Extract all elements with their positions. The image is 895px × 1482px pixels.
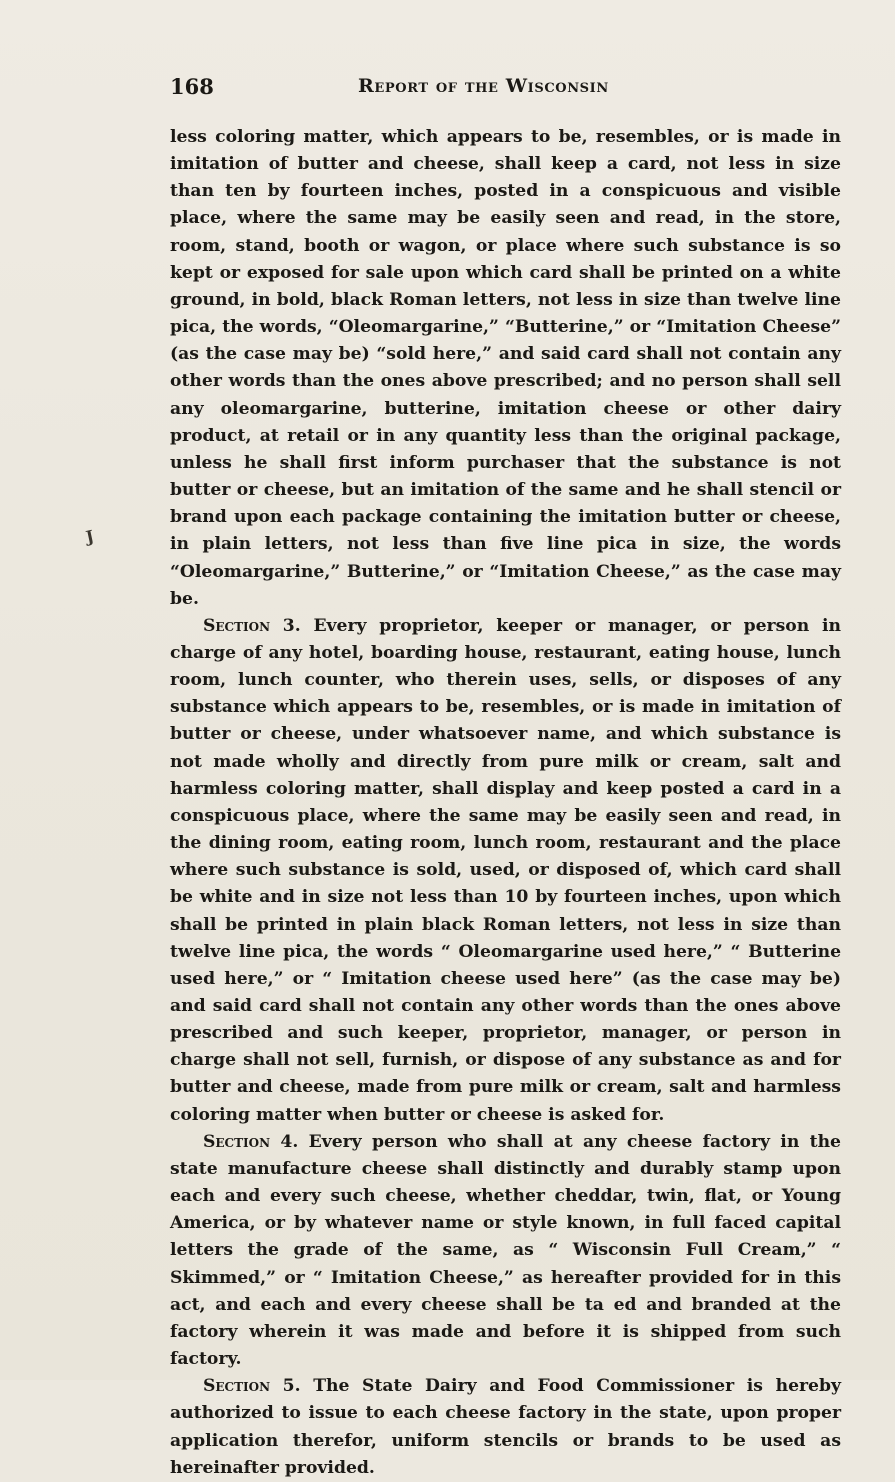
margin-mark: J: [84, 526, 96, 547]
paragraph-section-4: [170, 1129, 841, 1373]
paragraph-continuation: [170, 124, 841, 613]
paragraph-section-5: [170, 1373, 841, 1482]
paragraph-section-3: [170, 613, 841, 1129]
paragraph-text: less coloring matter, which appears to be, resembles, or is made in imitation of butter and cheese, shall keep a card, not less in size than ten by fourteen inches, posted in a conspicuous and visible place, where the same may be easily seen and read, in the store, room, stand, booth or wagon, or place where such substance is so kept or exposed for sale upon which card shall be printed on a white ground, in bold, black Roman letters, not less in size than twelve line pica, the words, “Oleomargarine,” “Butterine,” or “Imitation Cheese” (as the case may be) “sold here,” and said card shall not contain any other words than the ones above prescribed; and no person shall sell any oleomargarine, butterine, imitation cheese or other dairy product, at retail or in any quantity less than the original package, unless he shall first inform purchaser that the substance is not butter or cheese, but an imitation of the same and he shall stencil or brand upon each package containing the imitation butter or cheese, in plain letters, not less than five line pica in size, the words “Oleomargarine,” Butterine,” or “Imitation Cheese,” as the case may be.: [170, 127, 841, 609]
page-number: 168: [170, 74, 214, 99]
paragraph-text: Every proprietor, keeper or manager, or person in charge of any hotel, boarding house, restaurant, eating house, lunch room, lunch counter, who therein uses, sells, or disposes of any substance which appears to be, resembles, or is made in imitation of butter or cheese, under whatsoever name, and which substance is not made wholly and directly from pure milk or cream, salt and harmless coloring matter, shall display and keep posted a card in a conspicuous place, where the same may be easily seen and read, in the dining room, eating room, lunch room, restaurant and the place where such substance is sold, used, or disposed of, which card shall be white and in size not less than 10 by fourteen inches, upon which shall be printed in plain black Roman letters, not less in size than twelve line pica, the words “ Oleomargarine used here,” “ Butterine used here,” or “ Imitation cheese used here” (as the case may be) and said card shall not contain any other words than the ones above prescribed and such keeper, proprietor, manager, or person in charge shall not sell, furnish, or dispose of any substance as and for butter and cheese, made from pure milk or cream, salt and harmless coloring matter when butter or cheese is asked for.: [170, 615, 841, 1125]
section-label: Section 4.: [203, 1131, 299, 1152]
section-label: Section 5.: [203, 1376, 301, 1397]
paragraph-text: The State Dairy and Food Commissioner is hereby authorized to issue to each cheese factory in the state, upon proper application therefor, uniform stencils or brands to be used as hereinafter provided.: [170, 1376, 841, 1478]
section-label: Section 3.: [203, 615, 301, 636]
page-header: [170, 74, 840, 104]
paragraph-text: Every person who shall at any cheese factory in the state manufacture cheese shall distinctly and durably stamp upon each and every such cheese, whether cheddar, twin, flat, or Young America, or by whatever name or style known, in full faced capital letters the grade of the same, as “ Wisconsin Full Cream,” “ Skimmed,” or “ Imitation Cheese,” as hereafter provided for in this act, and each and every cheese shall be ta ed and branded at the factory wherein it was made and before it is shipped from such factory.: [170, 1131, 841, 1370]
body-text: [170, 124, 841, 1482]
running-head: Report of the Wisconsin: [358, 75, 609, 97]
